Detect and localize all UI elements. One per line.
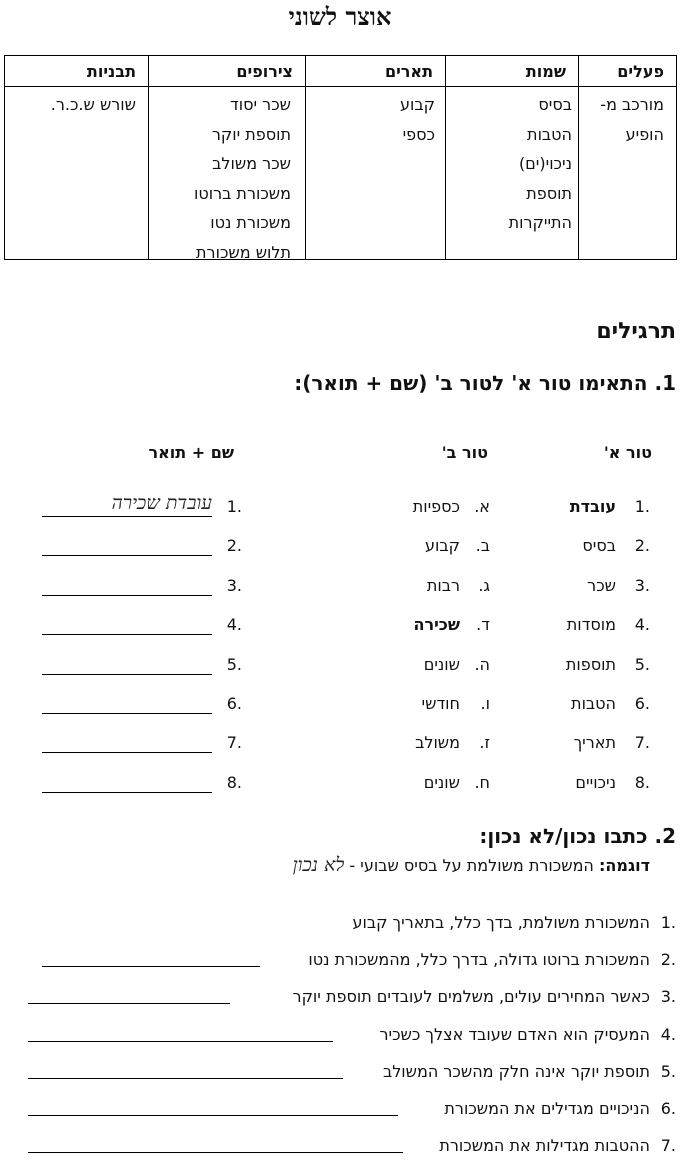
item-number: 2. bbox=[660, 950, 676, 969]
statement-text: המעסיק הוא האדם שעובד אצלך כשכיר bbox=[379, 1025, 650, 1044]
item-number: 3. bbox=[226, 576, 242, 595]
item-number: 4. bbox=[660, 1025, 676, 1044]
vocab-word: קבוע bbox=[400, 95, 435, 114]
answer-row bbox=[42, 732, 242, 754]
item-number: 7. bbox=[634, 733, 650, 752]
item-letter: ב. bbox=[475, 536, 490, 555]
item-number: 8. bbox=[634, 773, 650, 792]
vocab-word: התייקרות bbox=[508, 213, 572, 232]
column-b-item bbox=[350, 614, 490, 636]
column-a-word: הטבות bbox=[571, 694, 616, 713]
handwritten-answer: עובדת שכירה bbox=[111, 492, 212, 514]
column-a-header: טור א' bbox=[603, 443, 652, 462]
item-number: 5. bbox=[634, 655, 650, 674]
vocab-word: שכר משולב bbox=[212, 154, 291, 173]
item-letter: א. bbox=[474, 497, 490, 516]
statement-text: ההטבות מגדילות את המשכורת bbox=[439, 1136, 650, 1155]
vocab-word: כספי bbox=[402, 124, 435, 144]
statement-text: כאשר המחירים עולים, משלמים לעובדים תוספת יוקר bbox=[292, 987, 650, 1006]
table-cell bbox=[5, 87, 148, 120]
item-letter: ד. bbox=[476, 615, 490, 634]
column-a-item bbox=[510, 732, 650, 754]
answer-blank[interactable] bbox=[42, 713, 212, 714]
column-c-header: שם + תואר bbox=[148, 443, 234, 462]
table-cell bbox=[446, 87, 578, 238]
exercise-2-title: 2. כתבו נכון/לא נכון: bbox=[479, 824, 676, 848]
answer-blank[interactable] bbox=[28, 1115, 398, 1116]
item-number: 4. bbox=[226, 615, 242, 634]
item-number: 1. bbox=[226, 497, 242, 516]
item-number: 3. bbox=[660, 987, 676, 1006]
table-column-nouns bbox=[445, 56, 578, 259]
column-header: תארים bbox=[306, 56, 445, 87]
item-number: 5. bbox=[660, 1062, 676, 1081]
column-a-item bbox=[510, 496, 650, 518]
column-b-word: שונים bbox=[423, 773, 460, 792]
column-header: פעלים bbox=[579, 56, 676, 87]
table-column-adjectives bbox=[305, 56, 445, 259]
statement-row bbox=[0, 911, 680, 935]
column-header: שמות bbox=[446, 56, 578, 87]
column-b-item bbox=[350, 772, 490, 794]
table-cell bbox=[306, 87, 445, 149]
column-a-item bbox=[510, 614, 650, 636]
item-number: 8. bbox=[226, 773, 242, 792]
answer-row bbox=[42, 693, 242, 715]
column-a-word: תוספות bbox=[565, 655, 616, 674]
column-header: תבניות bbox=[5, 56, 148, 87]
item-letter: ו. bbox=[480, 694, 490, 713]
answer-blank[interactable] bbox=[42, 634, 212, 635]
column-a-item bbox=[510, 575, 650, 597]
column-a-item bbox=[510, 654, 650, 676]
column-b-item bbox=[350, 575, 490, 597]
answer-blank[interactable] bbox=[28, 1003, 230, 1004]
answer-blank[interactable] bbox=[28, 1152, 403, 1153]
answer-row bbox=[42, 535, 242, 557]
column-a-word: עובדת bbox=[569, 497, 616, 516]
vocab-word: הטבות bbox=[527, 124, 572, 144]
vocab-word: משכורת ברוטו bbox=[193, 183, 291, 203]
vocabulary-table bbox=[4, 55, 677, 260]
vocab-word: תוספת יוקר bbox=[211, 124, 291, 144]
statement-row bbox=[0, 1097, 680, 1121]
column-b-item bbox=[350, 535, 490, 557]
item-number: 4. bbox=[634, 615, 650, 634]
page-title: אוצר לשוני bbox=[288, 2, 392, 31]
column-a-word: שכר bbox=[587, 576, 616, 595]
column-b-word: חודשי bbox=[421, 694, 460, 713]
answer-row bbox=[42, 575, 242, 597]
item-letter: ה. bbox=[474, 655, 490, 674]
statement-text: תוספת יוקר אינה חלק מהשכר המשולב bbox=[382, 1062, 650, 1081]
exercises-heading: תרגילים bbox=[596, 319, 676, 344]
table-column-patterns bbox=[5, 56, 148, 259]
column-a-word: תאריך bbox=[573, 733, 616, 752]
item-number: 1. bbox=[660, 913, 676, 932]
column-a-item bbox=[510, 772, 650, 794]
answer-row bbox=[42, 654, 242, 676]
item-number: 1. bbox=[634, 497, 650, 516]
vocab-word: הופיע bbox=[625, 124, 664, 144]
example-label: דוגמה: bbox=[598, 856, 650, 875]
column-b-item bbox=[350, 732, 490, 754]
item-number: 2. bbox=[226, 536, 242, 555]
vocab-word: שורש ש.כ.ר. bbox=[50, 95, 136, 114]
table-column-phrases bbox=[148, 56, 305, 262]
statement-row bbox=[0, 1023, 680, 1047]
table-column-verbs bbox=[578, 56, 676, 259]
column-b-header: טור ב' bbox=[441, 443, 488, 462]
item-number: 5. bbox=[226, 655, 242, 674]
column-a-word: בסיס bbox=[582, 536, 616, 555]
statement-text: המשכורת ברוטו גדולה, בדרך כלל, מהמשכורת נטו bbox=[308, 950, 650, 969]
answer-blank[interactable] bbox=[28, 1078, 343, 1079]
column-a-item bbox=[510, 535, 650, 557]
column-a-item bbox=[510, 693, 650, 715]
exercise-1-title: 1. התאימו טור א' לטור ב' (שם + תואר): bbox=[294, 371, 676, 395]
statement-text: המשכורת משולמת, בדך כלל, בתאריך קבוע bbox=[352, 913, 650, 932]
table-cell bbox=[579, 87, 676, 149]
column-a-word: ניכויים bbox=[575, 773, 616, 792]
answer-blank[interactable] bbox=[42, 674, 212, 675]
vocab-word: משכורת נטו bbox=[210, 213, 291, 232]
vocab-word: תוספת bbox=[526, 183, 572, 203]
answer-blank[interactable] bbox=[42, 595, 212, 596]
column-b-word: שונים bbox=[423, 655, 460, 674]
statement-text: הניכויים מגדילים את המשכורת bbox=[444, 1099, 650, 1118]
column-b-word: כספיות bbox=[412, 497, 460, 516]
column-b-item bbox=[350, 693, 490, 715]
statement-row bbox=[0, 1134, 680, 1158]
answer-blank[interactable] bbox=[42, 752, 212, 753]
example-sentence bbox=[50, 853, 650, 878]
item-number: 6. bbox=[660, 1099, 676, 1118]
item-number: 6. bbox=[634, 694, 650, 713]
vocab-word: תלוש משכורת bbox=[196, 242, 291, 262]
vocab-word: ניכוי(ים) bbox=[518, 154, 572, 173]
statement-row bbox=[0, 1060, 680, 1084]
item-letter: ג. bbox=[478, 576, 490, 595]
answer-blank[interactable] bbox=[42, 516, 212, 517]
answer-row bbox=[42, 772, 242, 794]
item-number: 2. bbox=[634, 536, 650, 555]
answer-blank[interactable] bbox=[42, 792, 212, 793]
item-number: 7. bbox=[660, 1136, 676, 1155]
item-number: 6. bbox=[226, 694, 242, 713]
example-text: המשכורת משולמת על בסיס שבועי - bbox=[349, 856, 594, 875]
column-header: צירופים bbox=[149, 56, 305, 87]
vocab-word: מורכב מ- bbox=[600, 95, 664, 114]
item-number: 3. bbox=[634, 576, 650, 595]
vocab-word: בסיס bbox=[538, 95, 572, 114]
table-cell bbox=[149, 87, 305, 267]
answer-blank[interactable] bbox=[42, 555, 212, 556]
column-b-word: משולב bbox=[415, 733, 460, 752]
column-b-word: קבוע bbox=[425, 536, 460, 555]
column-b-word: רבות bbox=[426, 576, 460, 595]
item-number: 7. bbox=[226, 733, 242, 752]
answer-row bbox=[42, 614, 242, 636]
statement-row bbox=[0, 948, 680, 972]
answer-row bbox=[42, 492, 242, 518]
item-letter: ח. bbox=[474, 773, 490, 792]
vocab-word: שכר יסוד bbox=[230, 95, 291, 114]
statement-row bbox=[0, 985, 680, 1009]
answer-blank[interactable] bbox=[28, 1041, 333, 1042]
column-b-word: שכירה bbox=[413, 615, 460, 634]
answer-blank[interactable] bbox=[42, 966, 260, 967]
column-b-item bbox=[350, 654, 490, 676]
column-b-item bbox=[350, 496, 490, 518]
example-answer: לא נכון bbox=[292, 854, 345, 876]
column-a-word: מוסדות bbox=[566, 615, 616, 634]
item-letter: ז. bbox=[479, 733, 490, 752]
